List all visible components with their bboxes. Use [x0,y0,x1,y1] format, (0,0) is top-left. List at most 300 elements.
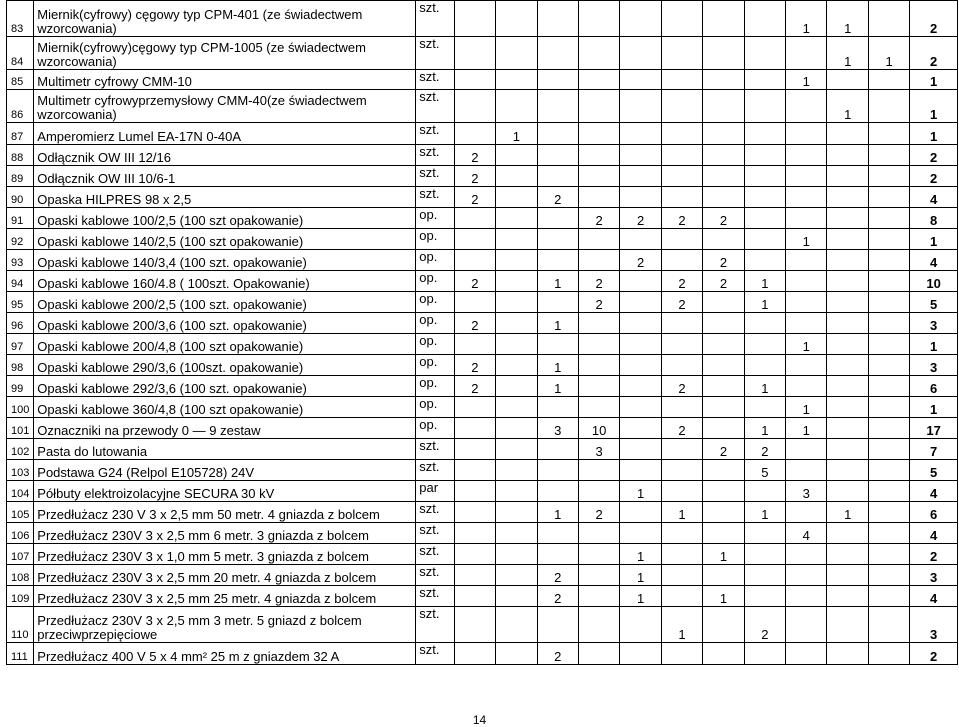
row-number: 108 [7,565,34,586]
quantity-cell: 1 [744,376,785,397]
quantity-cell: 2 [454,313,495,334]
quantity-cell [744,166,785,187]
quantity-cell [661,643,702,665]
row-number: 88 [7,145,34,166]
quantity-cell [454,565,495,586]
table-row [7,502,958,523]
quantity-cell: 1 [827,1,868,37]
quantity-cell [496,250,537,271]
quantity-cell [496,1,537,37]
unit-cell: op. [416,292,454,313]
quantity-cell [703,643,744,665]
quantity-cell [827,313,868,334]
row-number: 86 [7,90,34,123]
quantity-cell: 2 [703,208,744,229]
quantity-cell [786,460,827,481]
quantity-cell: 3 [537,418,578,439]
quantity-cell [537,166,578,187]
total-cell: 2 [910,166,958,187]
quantity-cell [786,271,827,292]
table-row [7,481,958,502]
quantity-cell [827,355,868,376]
quantity-cell [703,37,744,70]
quantity-cell [496,271,537,292]
quantity-cell [496,90,537,123]
quantity-cell [537,208,578,229]
quantity-cell [786,355,827,376]
quantity-cell [868,334,909,355]
quantity-cell [786,166,827,187]
quantity-cell [868,1,909,37]
total-cell: 1 [910,70,958,90]
quantity-cell [868,643,909,665]
quantity-cell [454,292,495,313]
row-number: 97 [7,334,34,355]
quantity-cell [786,145,827,166]
total-cell: 17 [910,418,958,439]
quantity-cell: 1 [620,481,661,502]
quantity-cell [744,70,785,90]
quantity-cell [786,502,827,523]
table-row [7,271,958,292]
quantity-cell: 1 [827,502,868,523]
table-row [7,37,958,70]
quantity-cell [578,70,619,90]
quantity-cell [454,334,495,355]
row-number: 107 [7,544,34,565]
quantity-cell [578,313,619,334]
quantity-cell [454,37,495,70]
quantity-cell [578,187,619,208]
quantity-cell [620,523,661,544]
quantity-cell [827,187,868,208]
quantity-cell [827,166,868,187]
table-row [7,123,958,145]
quantity-cell: 2 [578,271,619,292]
row-number: 87 [7,123,34,145]
quantity-cell [868,481,909,502]
quantity-cell [578,355,619,376]
quantity-cell [537,90,578,123]
table-row [7,397,958,418]
total-cell: 6 [910,502,958,523]
quantity-cell [496,643,537,665]
quantity-cell: 10 [578,418,619,439]
inventory-table [6,0,958,665]
quantity-cell: 1 [661,607,702,643]
unit-cell: szt. [416,123,454,145]
quantity-cell [827,145,868,166]
quantity-cell [661,523,702,544]
quantity-cell: 1 [620,586,661,607]
quantity-cell [868,123,909,145]
quantity-cell [620,187,661,208]
quantity-cell [703,523,744,544]
total-cell: 7 [910,439,958,460]
item-name: Przedłużacz 230V 3 x 1,0 mm 5 metr. 3 gniazda z bolcem [34,544,416,565]
quantity-cell: 2 [454,271,495,292]
quantity-cell [868,145,909,166]
quantity-cell [827,123,868,145]
quantity-cell [620,460,661,481]
quantity-cell [496,481,537,502]
total-cell: 2 [910,643,958,665]
quantity-cell: 1 [744,292,785,313]
quantity-cell [454,1,495,37]
quantity-cell [496,607,537,643]
quantity-cell [744,586,785,607]
quantity-cell [827,397,868,418]
quantity-cell [661,250,702,271]
quantity-cell [827,439,868,460]
quantity-cell: 2 [578,502,619,523]
quantity-cell [827,334,868,355]
total-cell: 5 [910,292,958,313]
quantity-cell [868,166,909,187]
quantity-cell [744,643,785,665]
item-name: Pasta do lutowania [34,439,416,460]
quantity-cell [703,1,744,37]
table-row [7,376,958,397]
quantity-cell [703,397,744,418]
quantity-cell: 3 [578,439,619,460]
table-row [7,292,958,313]
quantity-cell: 1 [744,271,785,292]
quantity-cell [496,544,537,565]
quantity-cell: 2 [661,271,702,292]
quantity-cell [496,166,537,187]
quantity-cell [496,355,537,376]
table-row [7,250,958,271]
quantity-cell [620,418,661,439]
quantity-cell [786,123,827,145]
quantity-cell [454,250,495,271]
quantity-cell [496,586,537,607]
quantity-cell: 2 [661,292,702,313]
item-name: Opaski kablowe 200/3,6 (100 szt. opakowanie) [34,313,416,334]
unit-cell: op. [416,334,454,355]
item-name: Przedłużacz 400 V 5 x 4 mm² 25 m z gniazdem 32 A [34,643,416,665]
quantity-cell [620,397,661,418]
quantity-cell [703,502,744,523]
item-name: Opaski kablowe 200/4,8 (100 szt opakowanie) [34,334,416,355]
item-name: Odłącznik OW III 10/6-1 [34,166,416,187]
unit-cell: par [416,481,454,502]
quantity-cell [620,313,661,334]
quantity-cell [496,376,537,397]
quantity-cell [496,229,537,250]
unit-cell: op. [416,397,454,418]
quantity-cell [868,90,909,123]
table-row [7,313,958,334]
quantity-cell [537,1,578,37]
item-name: Opaski kablowe 200/2,5 (100 szt. opakowanie) [34,292,416,313]
quantity-cell [827,229,868,250]
quantity-cell [786,250,827,271]
quantity-cell: 2 [537,586,578,607]
quantity-cell [661,355,702,376]
table-row [7,166,958,187]
total-cell: 1 [910,123,958,145]
quantity-cell [454,460,495,481]
quantity-cell [786,439,827,460]
quantity-cell [744,544,785,565]
quantity-cell [827,565,868,586]
total-cell: 10 [910,271,958,292]
quantity-cell [661,544,702,565]
quantity-cell [868,607,909,643]
row-number: 96 [7,313,34,334]
table-row [7,334,958,355]
item-name: Opaski kablowe 292/3,6 (100 szt. opakowanie) [34,376,416,397]
quantity-cell [620,607,661,643]
quantity-cell [703,70,744,90]
quantity-cell [578,460,619,481]
quantity-cell [620,334,661,355]
quantity-cell [703,229,744,250]
quantity-cell [827,544,868,565]
quantity-cell [744,1,785,37]
quantity-cell: 1 [868,37,909,70]
quantity-cell [620,502,661,523]
quantity-cell [454,418,495,439]
quantity-cell: 1 [786,229,827,250]
quantity-cell [703,313,744,334]
item-name: Miernik(cyfrowy) cęgowy typ CPM-401 (ze świadectwem wzorcowania) [34,1,416,37]
quantity-cell [703,145,744,166]
quantity-cell [537,229,578,250]
total-cell: 2 [910,544,958,565]
table-row [7,460,958,481]
quantity-cell [868,250,909,271]
quantity-cell [868,376,909,397]
quantity-cell [744,334,785,355]
table-row [7,70,958,90]
unit-cell: op. [416,208,454,229]
item-name: Podstawa G24 (Relpol E105728) 24V [34,460,416,481]
quantity-cell: 1 [786,1,827,37]
quantity-cell: 1 [496,123,537,145]
total-cell: 4 [910,523,958,544]
quantity-cell [703,418,744,439]
quantity-cell [703,607,744,643]
quantity-cell [868,355,909,376]
quantity-cell [868,586,909,607]
total-cell: 1 [910,229,958,250]
quantity-cell: 2 [744,607,785,643]
item-name: Przedłużacz 230V 3 x 2,5 mm 25 metr. 4 gniazda z bolcem [34,586,416,607]
item-name: Przedłużacz 230V 3 x 2,5 mm 6 metr. 3 gniazda z bolcem [34,523,416,544]
quantity-cell [620,166,661,187]
unit-cell: szt. [416,70,454,90]
quantity-cell [703,292,744,313]
unit-cell: op. [416,376,454,397]
quantity-cell [661,90,702,123]
quantity-cell [786,643,827,665]
quantity-cell [537,250,578,271]
table-row [7,1,958,37]
table-row [7,145,958,166]
quantity-cell [868,565,909,586]
quantity-cell [620,145,661,166]
quantity-cell [661,145,702,166]
quantity-cell [744,208,785,229]
quantity-cell [578,37,619,70]
quantity-cell [827,460,868,481]
unit-cell: op. [416,250,454,271]
quantity-cell [661,187,702,208]
quantity-cell [744,565,785,586]
unit-cell: op. [416,355,454,376]
quantity-cell: 1 [786,70,827,90]
row-number: 91 [7,208,34,229]
quantity-cell [496,187,537,208]
quantity-cell: 2 [661,418,702,439]
item-name: Przedłużacz 230V 3 x 2,5 mm 3 metr. 5 gniazd z bolcem przeciwprzepięciowe [34,607,416,643]
table-row [7,544,958,565]
quantity-cell: 1 [620,544,661,565]
quantity-cell [620,355,661,376]
quantity-cell: 2 [454,376,495,397]
item-name: Oznaczniki na przewody 0 — 9 zestaw [34,418,416,439]
quantity-cell [703,123,744,145]
table-row [7,418,958,439]
quantity-cell [868,418,909,439]
quantity-cell: 1 [620,565,661,586]
quantity-cell [827,292,868,313]
total-cell: 5 [910,460,958,481]
quantity-cell [578,643,619,665]
quantity-cell [827,376,868,397]
quantity-cell [578,607,619,643]
item-name: Amperomierz Lumel EA-17N 0-40A [34,123,416,145]
quantity-cell: 2 [703,439,744,460]
quantity-cell [868,208,909,229]
total-cell: 1 [910,90,958,123]
quantity-cell [661,229,702,250]
quantity-cell [537,544,578,565]
quantity-cell [827,643,868,665]
quantity-cell [578,1,619,37]
quantity-cell: 1 [786,334,827,355]
quantity-cell [496,313,537,334]
total-cell: 4 [910,250,958,271]
quantity-cell [496,292,537,313]
quantity-cell [827,607,868,643]
row-number: 95 [7,292,34,313]
quantity-cell: 2 [703,250,744,271]
quantity-cell [868,460,909,481]
quantity-cell [620,90,661,123]
total-cell: 2 [910,1,958,37]
quantity-cell: 2 [537,187,578,208]
quantity-cell [454,208,495,229]
table-row [7,229,958,250]
item-name: Multimetr cyfrowy CMM-10 [34,70,416,90]
row-number: 110 [7,607,34,643]
quantity-cell [703,334,744,355]
quantity-cell [868,292,909,313]
quantity-cell [868,439,909,460]
total-cell: 3 [910,607,958,643]
quantity-cell: 1 [786,397,827,418]
unit-cell: szt. [416,607,454,643]
quantity-cell [496,334,537,355]
row-number: 89 [7,166,34,187]
quantity-cell [661,460,702,481]
unit-cell: szt. [416,166,454,187]
quantity-cell [827,208,868,229]
quantity-cell [703,187,744,208]
quantity-cell [537,460,578,481]
row-number: 104 [7,481,34,502]
quantity-cell: 2 [661,208,702,229]
quantity-cell [537,292,578,313]
row-number: 94 [7,271,34,292]
table-row [7,355,958,376]
item-name: Multimetr cyfrowyprzemysłowy CMM-40(ze świadectwem wzorcowania) [34,90,416,123]
quantity-cell [496,70,537,90]
quantity-cell: 1 [537,355,578,376]
quantity-cell [744,250,785,271]
row-number: 92 [7,229,34,250]
quantity-cell: 1 [537,502,578,523]
total-cell: 3 [910,565,958,586]
quantity-cell [661,37,702,70]
quantity-cell: 3 [786,481,827,502]
quantity-cell [537,70,578,90]
quantity-cell [537,607,578,643]
quantity-cell: 1 [703,586,744,607]
total-cell: 4 [910,481,958,502]
quantity-cell: 2 [537,565,578,586]
total-cell: 8 [910,208,958,229]
quantity-cell [661,70,702,90]
quantity-cell: 1 [537,271,578,292]
quantity-cell [454,70,495,90]
quantity-cell [620,271,661,292]
quantity-cell [537,481,578,502]
total-cell: 4 [910,586,958,607]
quantity-cell [454,586,495,607]
quantity-cell [827,250,868,271]
row-number: 98 [7,355,34,376]
quantity-cell: 1 [786,418,827,439]
item-name: Opaski kablowe 140/3,4 (100 szt. opakowanie) [34,250,416,271]
table-row [7,439,958,460]
table-row [7,208,958,229]
table-row [7,643,958,665]
quantity-cell [661,1,702,37]
quantity-cell [454,123,495,145]
quantity-cell: 2 [578,208,619,229]
quantity-cell [868,70,909,90]
quantity-cell: 4 [786,523,827,544]
quantity-cell [537,334,578,355]
quantity-cell [454,90,495,123]
row-number: 105 [7,502,34,523]
quantity-cell: 5 [744,460,785,481]
quantity-cell: 1 [827,37,868,70]
quantity-cell [744,187,785,208]
quantity-cell [537,123,578,145]
item-name: Przedłużacz 230V 3 x 2,5 mm 20 metr. 4 gniazda z bolcem [34,565,416,586]
quantity-cell [868,523,909,544]
quantity-cell: 2 [620,250,661,271]
total-cell: 2 [910,37,958,70]
item-name: Opaski kablowe 160/4.8 ( 100szt. Opakowanie) [34,271,416,292]
quantity-cell [578,565,619,586]
